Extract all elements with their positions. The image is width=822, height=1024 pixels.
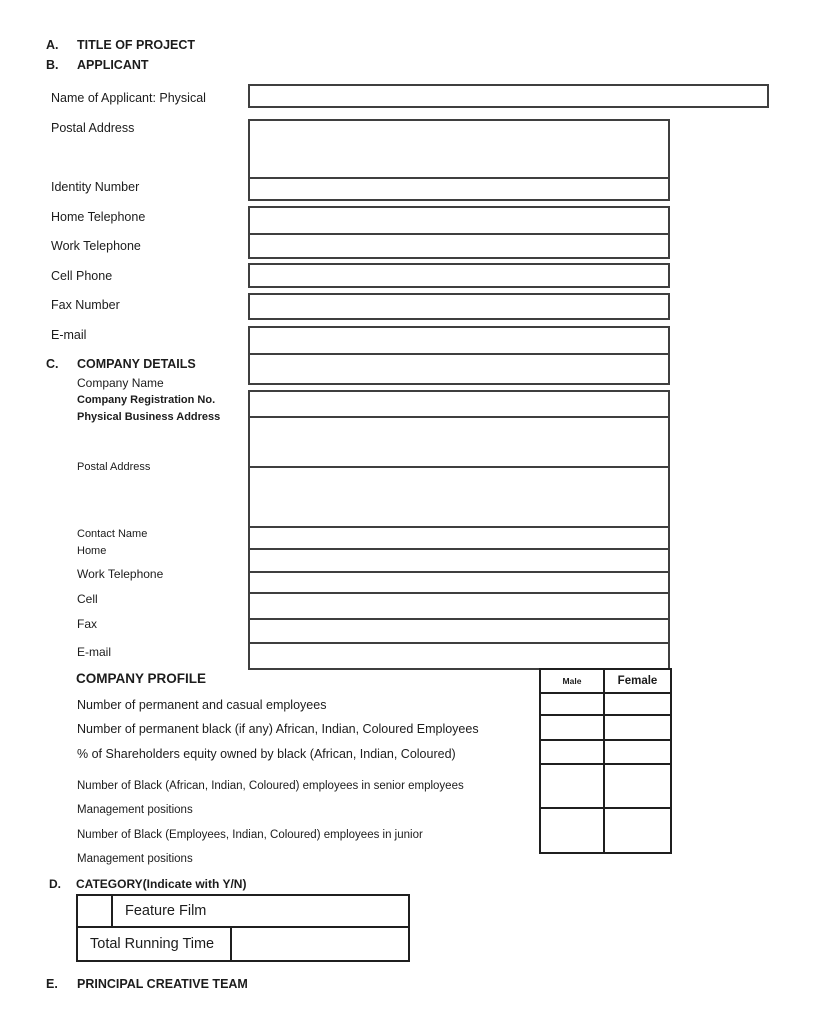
company-cell-input[interactable] (248, 592, 670, 620)
profile-female-cell-1[interactable] (603, 692, 672, 716)
contact-name-input[interactable] (248, 526, 670, 550)
work-telephone-label: Work Telephone (51, 239, 141, 253)
cell-phone-label: Cell Phone (51, 269, 113, 283)
company-postal-label: Postal Address (77, 461, 151, 473)
company-fax-label: Fax (77, 617, 98, 631)
email-label: E-mail (51, 328, 87, 342)
company-name-label: Company Name (77, 376, 164, 390)
section-e-number: E. (46, 977, 58, 991)
profile-row-1-label: Number of permanent and casual employees (77, 698, 327, 712)
section-d-title: CATEGORY(Indicate with Y/N) (76, 877, 247, 891)
profile-row-5-label: Number of Black (Employees, Indian, Coloured) employees in junior (77, 829, 423, 841)
applicant-name-input[interactable] (248, 84, 769, 108)
profile-male-cell-2[interactable] (539, 714, 605, 741)
profile-row-4-label-line2: Management positions (77, 804, 193, 816)
company-home-label: Home (77, 545, 107, 557)
profile-row-5-label-line2: Management positions (77, 853, 193, 865)
section-b-title: APPLICANT (77, 58, 149, 72)
identity-number-label: Identity Number (51, 180, 140, 194)
running-time-input[interactable] (230, 926, 410, 962)
company-work-telephone-label: Work Telephone (77, 567, 164, 581)
physical-business-address-input[interactable] (248, 416, 670, 468)
identity-number-input[interactable] (248, 177, 670, 201)
section-c-number: C. (46, 357, 59, 371)
category-option-label: Feature Film (125, 903, 207, 919)
company-cell-label: Cell (77, 592, 98, 606)
profile-male-cell-3[interactable] (539, 739, 605, 765)
home-telephone-label: Home Telephone (51, 210, 146, 224)
company-fax-input[interactable] (248, 618, 670, 644)
fax-number-label: Fax Number (51, 298, 120, 312)
section-a-number: A. (46, 38, 59, 52)
email-input[interactable] (248, 326, 670, 355)
profile-female-cell-2[interactable] (603, 714, 672, 741)
section-a-title: TITLE OF PROJECT (77, 38, 196, 52)
profile-male-cell-1[interactable] (539, 692, 605, 716)
company-postal-input[interactable] (248, 466, 670, 528)
contact-name-label: Contact Name (77, 528, 148, 540)
applicant-postal-input[interactable] (248, 119, 670, 179)
applicant-postal-label: Postal Address (51, 121, 135, 135)
section-d-number: D. (49, 877, 61, 891)
profile-male-cell-4[interactable] (539, 763, 605, 809)
applicant-name-label: Name of Applicant: Physical (51, 91, 206, 105)
category-yn-input[interactable] (76, 894, 114, 928)
company-registration-label: Company Registration No. (77, 394, 216, 406)
cell-phone-input[interactable] (248, 263, 670, 288)
section-b-number: B. (46, 58, 59, 72)
profile-female-cell-5[interactable] (603, 807, 672, 854)
home-telephone-input[interactable] (248, 206, 670, 235)
profile-row-3-label: % of Shareholders equity owned by black (African, Indian, Coloured) (77, 747, 456, 761)
company-email-label: E-mail (77, 645, 112, 659)
fax-number-input[interactable] (248, 293, 670, 320)
company-profile-title: COMPANY PROFILE (76, 671, 207, 686)
physical-business-address-label: Physical Business Address (77, 411, 221, 423)
company-email-input[interactable] (248, 642, 670, 670)
company-name-input[interactable] (248, 353, 670, 385)
section-c-title: COMPANY DETAILS (77, 357, 196, 371)
profile-male-cell-5[interactable] (539, 807, 605, 854)
profile-female-cell-4[interactable] (603, 763, 672, 809)
company-work-telephone-input[interactable] (248, 571, 670, 594)
profile-female-column-header: Female (603, 668, 672, 694)
section-e-title: PRINCIPAL CREATIVE TEAM (77, 977, 248, 991)
running-time-label-cell (76, 926, 232, 962)
profile-row-2-label: Number of permanent black (if any) African, Indian, Coloured Employees (77, 722, 479, 736)
company-home-input[interactable] (248, 548, 670, 573)
profile-row-4-label: Number of Black (African, Indian, Coloured) employees in senior employees (77, 780, 464, 792)
profile-female-cell-3[interactable] (603, 739, 672, 765)
work-telephone-input[interactable] (248, 233, 670, 259)
category-option-cell (111, 894, 410, 928)
profile-male-column-header: Male (539, 668, 605, 694)
running-time-label: Total Running Time (90, 936, 215, 952)
company-registration-input[interactable] (248, 390, 670, 418)
